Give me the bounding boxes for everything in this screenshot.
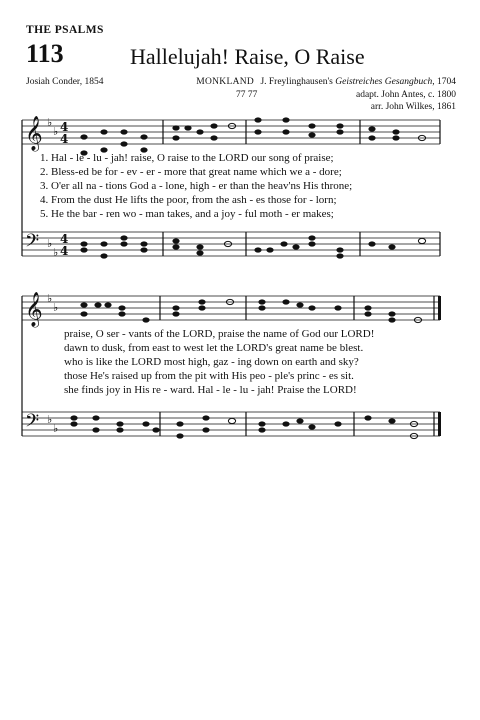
hymn-title: Hallelujah! Raise, O Raise	[130, 44, 365, 69]
svg-text:♭: ♭	[53, 301, 59, 314]
svg-text:𝄞: 𝄞	[25, 292, 43, 327]
tune-source-year: , 1704	[432, 77, 456, 87]
svg-text:4: 4	[60, 244, 69, 258]
arranger-credit: arr. John Wilkes, 1861	[370, 102, 456, 112]
lyric-line-2-verse-3: who is like the LORD most high, gaz - ing down on earth and sky?	[64, 356, 359, 368]
lyric-line-1-verse-1: 1. Hal - le - lu - jah! raise, O raise to the LORD our song of praise;	[40, 152, 334, 164]
svg-text:𝄢: 𝄢	[25, 231, 40, 256]
section-heading: THE PSALMS	[26, 24, 104, 36]
svg-text:𝄢: 𝄢	[25, 411, 40, 436]
meter: 77 77	[236, 90, 258, 100]
svg-text:♭: ♭	[53, 422, 59, 435]
lyric-line-2-verse-5: she finds joy in His re - ward. Hal - le - lu - jah! Praise the LORD!	[64, 384, 357, 396]
hymn-number: 113	[26, 39, 64, 68]
tune-source-book: Geistreiches Gesangbuch	[335, 77, 433, 87]
tune-name: MONKLAND	[196, 77, 255, 87]
svg-text:♭: ♭	[47, 116, 53, 129]
lyric-line-1-verse-2: 2. Bless-ed be for - ev - er - more that great name which we a - dore;	[40, 166, 342, 178]
svg-text:♭: ♭	[47, 413, 53, 426]
svg-text:𝄞: 𝄞	[25, 116, 43, 151]
lyric-line-2-verse-1: praise, O ser - vants of the LORD, praise the name of God our LORD!	[64, 328, 375, 340]
tune-source-prefix: J. Freylinghausen's	[260, 77, 336, 87]
svg-text:4: 4	[60, 132, 69, 146]
lyric-line-2-verse-2: dawn to dusk, from east to west let the LORD's great name be blest.	[64, 342, 364, 354]
text-author: Josiah Conder, 1854	[26, 77, 104, 87]
svg-text:♭: ♭	[47, 237, 53, 250]
svg-text:♭: ♭	[53, 125, 59, 138]
adaptation-credit: adapt. John Antes, c. 1800	[355, 90, 456, 100]
svg-text:4: 4	[60, 120, 69, 134]
svg-text:♭: ♭	[47, 292, 53, 305]
lyric-line-2-verse-4: those He's raised up from the pit with His peo - ple's princ - es sit.	[64, 370, 354, 382]
svg-text:♭: ♭	[53, 246, 59, 259]
svg-text:4: 4	[60, 232, 69, 246]
lyric-line-1-verse-3: 3. O'er all na - tions God a - lone, high - er than the heav'ns His throne;	[40, 180, 353, 192]
lyric-line-1-verse-4: 4. From the dust He lifts the poor, from the ash - es those for - lorn;	[40, 194, 337, 206]
lyric-line-1-verse-5: 5. He the bar - ren wo - man takes, and a joy - ful moth - er makes;	[40, 208, 334, 220]
